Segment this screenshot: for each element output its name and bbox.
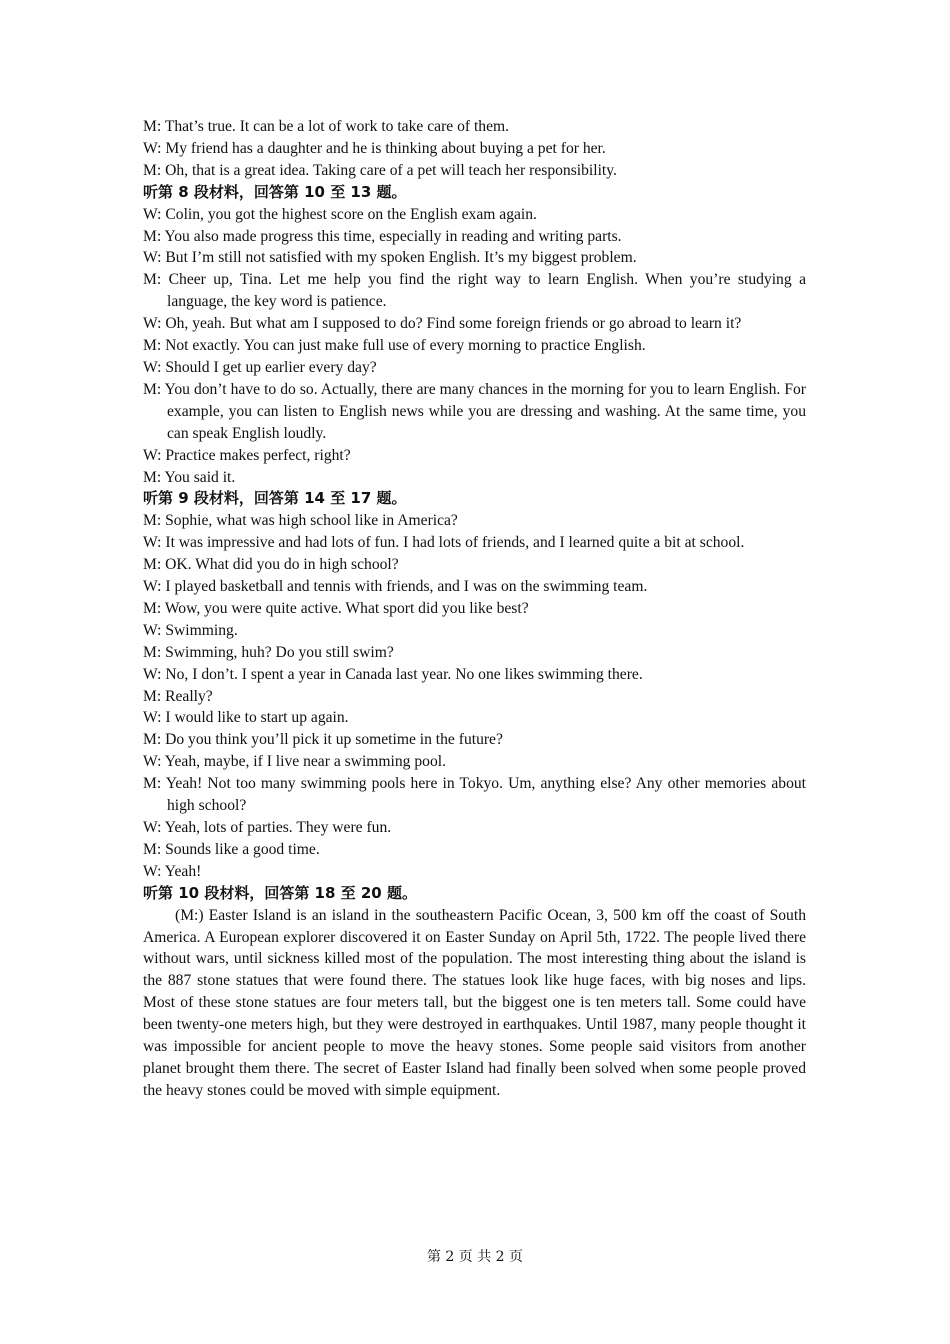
dialogue-line: W: Should I get up earlier every day? [143,358,377,376]
dialogue-line: W: Colin, you got the highest score on the English exam again. [143,205,537,223]
dialogue-line: M: OK. What did you do in high school? [143,556,399,574]
dialogue-line: M: You said it. [143,468,236,486]
dialogue-line: W: Yeah! [143,862,202,880]
section-heading-8: 听第 8 段材料，回答第 10 至 13 题。 [143,182,407,201]
dialogue-line: W: But I’m still not satisfied with my spoken English. It’s my biggest problem. [143,249,637,267]
dialogue-line: M: Sounds like a good time. [143,840,320,858]
transcript-content [143,116,806,1102]
dialogue-line: W: Yeah, maybe, if I live near a swimming pool. [143,753,447,771]
dialogue-line: W: Swimming. [143,621,238,639]
dialogue-line: M: Not exactly. You can just make full use of every morning to practice English. [143,337,646,355]
dialogue-line: M: Sophie, what was high school like in America? [143,512,458,530]
dialogue-line: W: Yeah, lots of parties. They were fun. [143,819,392,836]
dialogue-line: W: Practice makes perfect, right? [143,446,351,464]
dialogue-line: M: That’s true. It can be a lot of work to take care of them. [143,118,510,135]
dialogue-line: M: Wow, you were quite active. What sport did you like best? [143,599,529,617]
dialogue-line: W: No, I don’t. I spent a year in Canada last year. No one likes swimming there. [143,665,643,683]
dialogue-line: W: It was impressive and had lots of fun. I had lots of friends, and I learned quite a bit at school. [143,534,745,552]
section-heading-9: 听第 9 段材料，回答第 14 至 17 题。 [143,489,407,508]
dialogue-line: W: I would like to start up again. [143,709,349,727]
dialogue-line: M: Cheer up, Tina. Let me help you find the right way to learn English. When you’re studying a language, the key word is patience. [143,271,806,311]
dialogue-line: M: Do you think you’ll pick it up sometime in the future? [143,731,503,749]
dialogue-line: M: Swimming, huh? Do you still swim? [143,643,394,661]
section-heading-10: 听第 10 段材料，回答第 18 至 20 题。 [143,883,417,902]
dialogue-line: M: You don’t have to do so. Actually, there are many chances in the morning for you to learn English. For example, you can listen to English news while you are dressing and washing. At the same time, you can speak English loudly. [143,380,806,442]
page-number-footer: 第 2 页 共 2 页 [426,1249,524,1265]
dialogue-line: W: I played basketball and tennis with friends, and I was on the swimming team. [143,578,648,596]
dialogue-line: W: Oh, yeah. But what am I supposed to do? Find some foreign friends or go abroad to learn it? [143,315,742,333]
dialogue-line: M: Oh, that is a great idea. Taking care of a pet will teach her responsibility. [143,161,617,179]
dialogue-line: M: Yeah! Not too many swimming pools here in Tokyo. Um, anything else? Any other memories about high school? [143,775,806,815]
monologue-passage: (M:) Easter Island is an island in the southeastern Pacific Ocean, 3, 500 km off the coast of South America. A European explorer discovered it on Easter Sunday on April 5th, 1722. The people lived there without wars, until sickness killed most of the population. The most interesting thing about the island is the 887 stone statues that were found there. The statues look like huge faces, with big noses and lips. Most of these stone statues are four meters tall, but the biggest one is ten meters tall. Some could have been twenty-one meters high, but they were destroyed in earthquakes. Until 1987, many people thought it was impossible for ancient people to move the heavy stones. Some people said visitors from another planet brought them there. The secret of Easter Island had finally been solved when some people proved the heavy stones could be moved with simple equipment. [143,906,806,1099]
dialogue-line: W: My friend has a daughter and he is thinking about buying a pet for her. [143,139,606,157]
dialogue-line: M: Really? [143,687,213,705]
dialogue-line: M: You also made progress this time, especially in reading and writing parts. [143,227,622,245]
